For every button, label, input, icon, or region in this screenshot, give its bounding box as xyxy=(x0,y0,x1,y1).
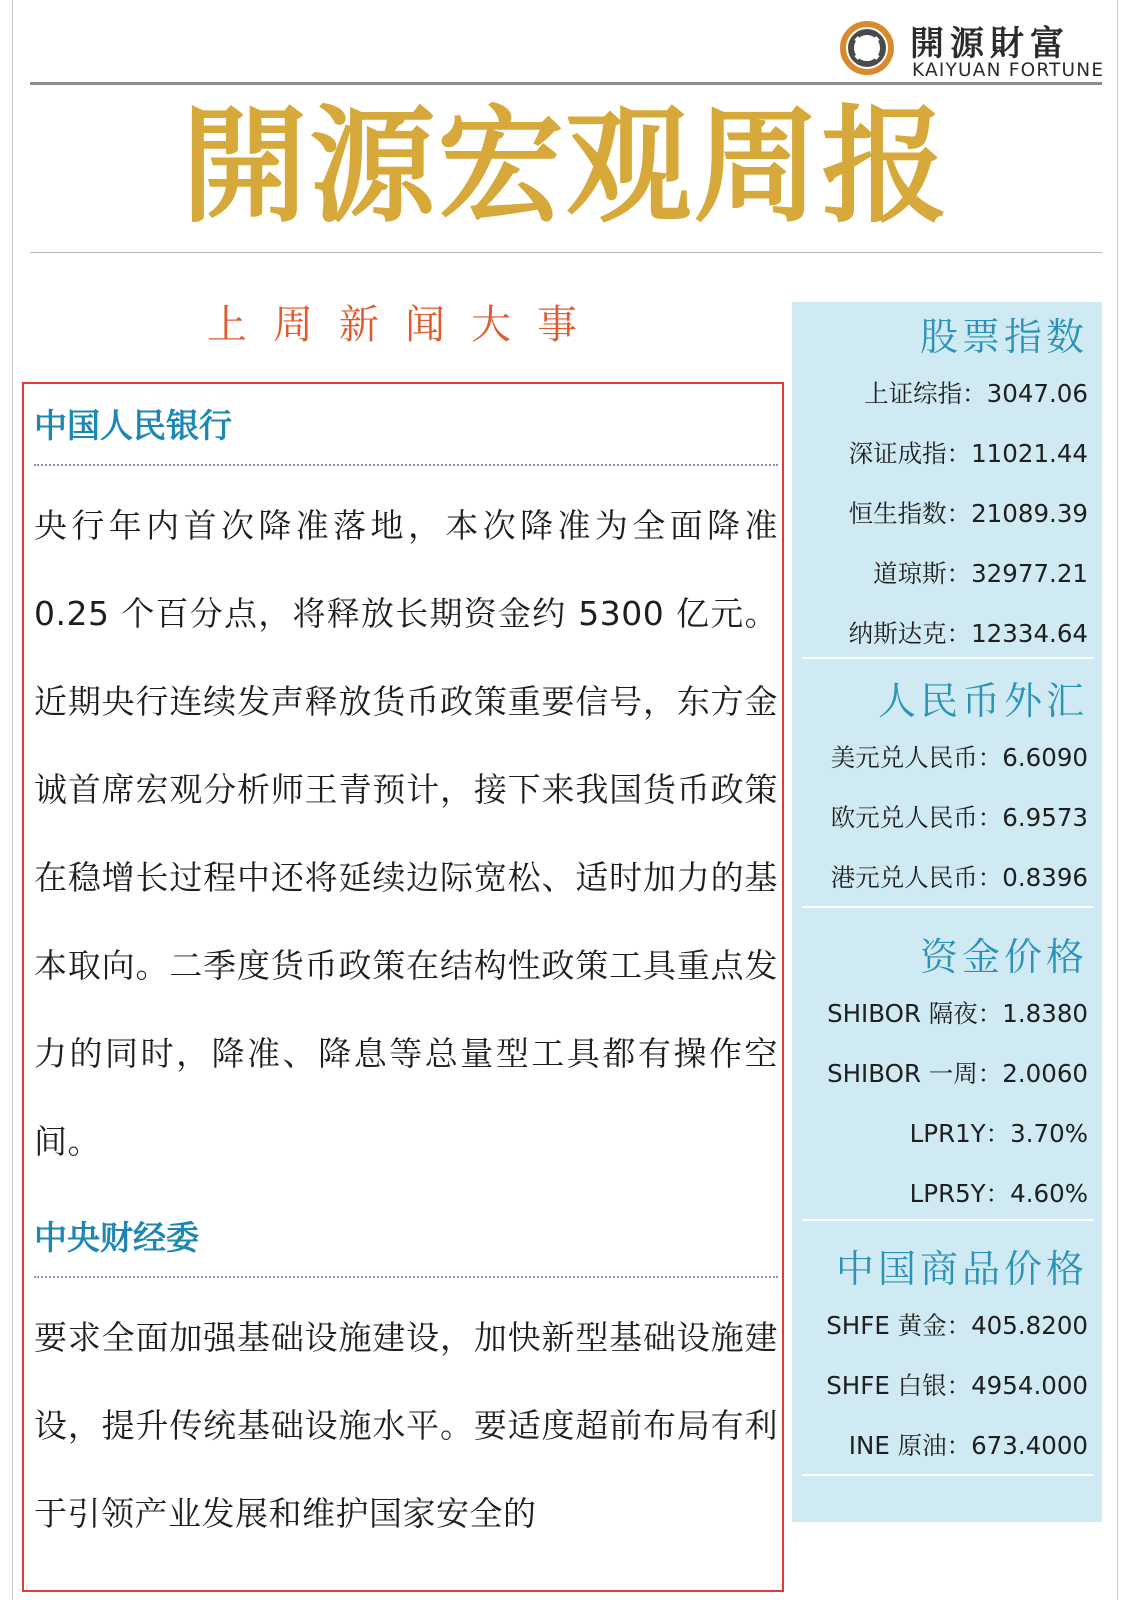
group-title: 资金价格 xyxy=(919,935,1088,979)
section-heading: 上周新闻大事 xyxy=(207,302,603,348)
funding-group xyxy=(792,934,1102,1224)
header-rule xyxy=(30,82,1102,85)
panel-divider xyxy=(802,1219,1094,1221)
fx-group xyxy=(792,678,1102,908)
dotted-divider xyxy=(34,464,778,466)
commodity-row: SHFE 白银：4954.000 xyxy=(826,1371,1088,1400)
fx-row: 美元兑人民币：6.6090 xyxy=(830,743,1088,772)
rate-row: SHIBOR 隔夜：1.8380 xyxy=(827,999,1088,1028)
news-body: 要求全面加强基础设施建设，加快新型基础设施建设，提升传统基础设施水平。要适度超前布局有利于引领产业发展和维护国家安全的 xyxy=(34,1318,778,1533)
news-org-title: 中国人民银行 xyxy=(34,406,232,445)
news-org-title: 中央财经委 xyxy=(34,1218,199,1257)
commodity-row: SHFE 黄金：405.8200 xyxy=(826,1311,1088,1340)
index-row: 恒生指数：21089.39 xyxy=(848,499,1088,528)
kaiyuan-logo-icon xyxy=(838,20,898,76)
news-item-pboc xyxy=(34,406,778,1186)
group-title: 人民币外汇 xyxy=(877,679,1088,723)
logo-name-cn: 開源財富 xyxy=(910,24,1070,64)
fx-row: 港元兑人民币：0.8396 xyxy=(830,863,1088,892)
index-row: 纳斯达克：12334.64 xyxy=(848,619,1088,648)
commodity-row: INE 原油：673.4000 xyxy=(848,1431,1088,1460)
brand-logo xyxy=(838,14,1108,81)
index-row: 上证综指：3047.06 xyxy=(864,379,1088,408)
commodity-group xyxy=(792,1246,1102,1476)
panel-divider xyxy=(802,657,1094,659)
group-title: 股票指数 xyxy=(919,315,1088,359)
panel-divider xyxy=(802,1474,1094,1476)
index-row: 深证成指：11021.44 xyxy=(848,439,1088,468)
news-item-finance-committee xyxy=(34,1218,778,1558)
fx-row: 欧元兑人民币：6.9573 xyxy=(830,803,1088,832)
news-body: 央行年内首次降准落地，本次降准为全面降准0.25 个百分点，将释放长期资金约 5300 亿元。近期央行连续发声释放货币政策重要信号，东方金诚首席宏观分析师王青预计，接下来我国货币政策在稳增长过程中还将延续边际宽松、适时加力的基本取向。二季度货币政策在结构性政策工具重点发力的同时，降准、降息等总量型工具都有操作空间。 xyxy=(34,506,778,1161)
news-box xyxy=(22,382,784,1592)
group-title: 中国商品价格 xyxy=(835,1247,1088,1291)
stock-index-group xyxy=(792,314,1102,664)
panel-divider xyxy=(802,906,1094,908)
rate-row: LPR5Y：4.60% xyxy=(909,1179,1088,1208)
rate-row: LPR1Y：3.70% xyxy=(909,1119,1088,1148)
report-title: 開源宏观周报 xyxy=(181,93,950,240)
market-panel xyxy=(792,302,1102,1522)
logo-name-en: KAIYUAN FORTUNE xyxy=(912,60,1105,81)
index-row: 道琼斯：32977.21 xyxy=(873,559,1088,588)
title-rule xyxy=(30,252,1102,253)
rate-row: SHIBOR 一周：2.0060 xyxy=(827,1059,1088,1088)
dotted-divider xyxy=(34,1276,778,1278)
